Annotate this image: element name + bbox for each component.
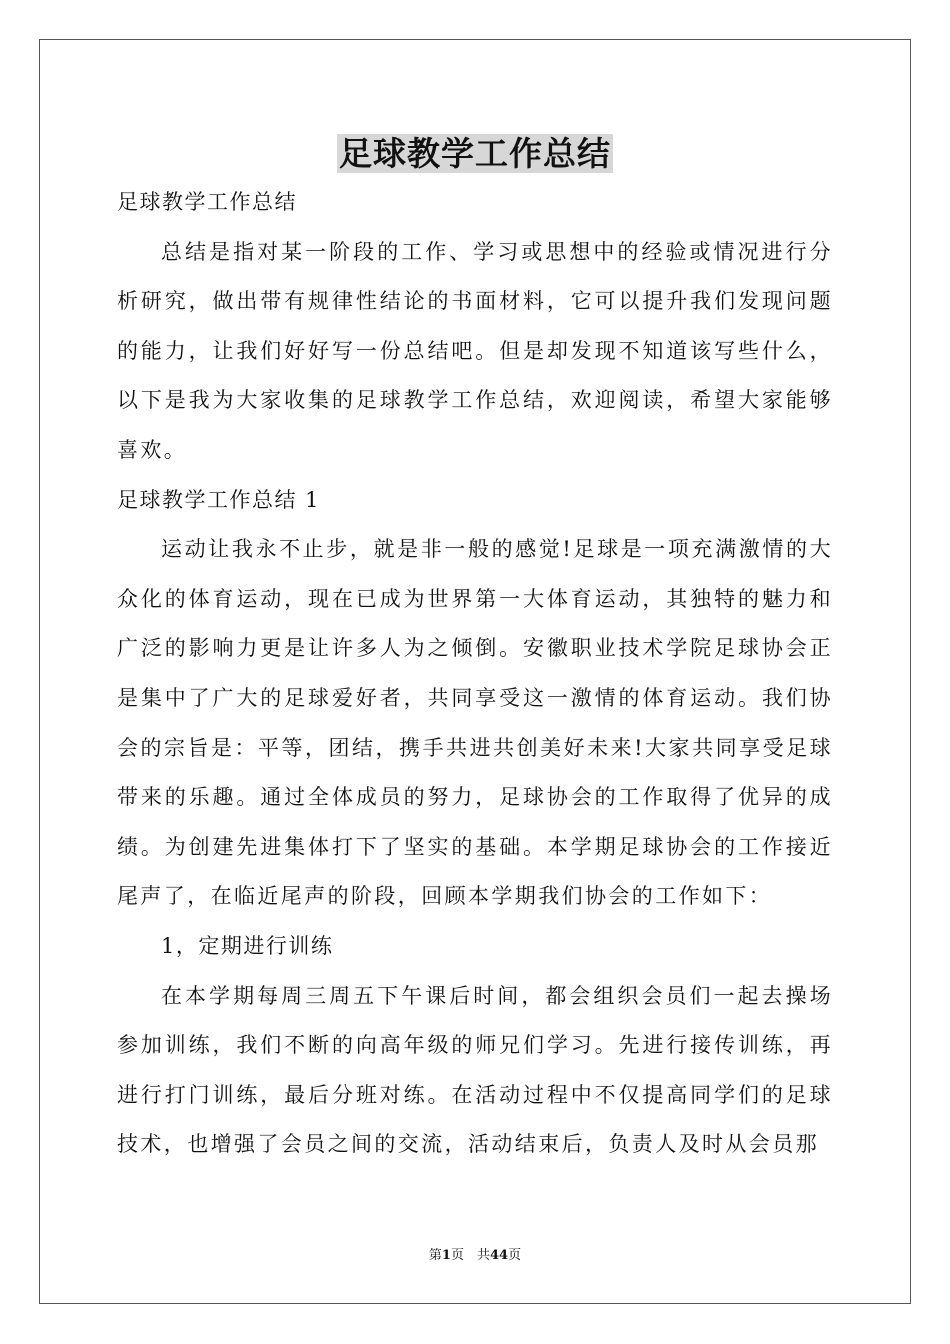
section-heading: 足球教学工作总结 1 xyxy=(117,487,321,512)
document-title: 足球教学工作总结 xyxy=(339,134,611,173)
intro-paragraph: 总结是指对某一阶段的工作、学习或思想中的经验或情况进行分析研究，做出带有规律性结论的书面材料，它可以提升我们发现问题的能力，让我们好好写一份总结吧。但是却发现不知道该写些什么，以下是我为大家收集的足球教学工作总结，欢迎阅读，希望大家能够喜欢。 xyxy=(117,239,833,462)
item-heading: 1，定期进行训练 xyxy=(161,933,334,958)
footer-suffix: 页 xyxy=(508,1248,522,1263)
page-footer xyxy=(0,1244,950,1263)
document-body xyxy=(117,178,833,1170)
footer-total-pages: 44 xyxy=(489,1248,509,1263)
subtitle: 足球教学工作总结 xyxy=(117,190,297,214)
footer-mid: 页 共 xyxy=(450,1248,490,1263)
item-paragraph: 在本学期每周三周五下午课后时间，都会组织会员们一起去操场参加训练，我们不断的向高年级的师兄们学习。先进行接传训练，再进行打门训练，最后分班对练。在活动过程中不仅提高同学们的足球技术，也增强了会员之间的交流，活动结束后，负责人及时从会员那 xyxy=(117,983,833,1157)
footer-prefix: 第 xyxy=(428,1248,442,1263)
section-paragraph: 运动让我永不止步，就是非一般的感觉!足球是一项充满激情的大众化的体育运动，现在已成为世界第一大体育运动，其独特的魅力和广泛的影响力更是让许多人为之倾倒。安徽职业技术学院足球协会正是集中了广大的足球爱好者，共同享受这一激情的体育运动。我们协会的宗旨是：平等，团结，携手共进共创美好未来!大家共同享受足球带来的乐趣。通过全体成员的努力，足球协会的工作取得了优异的成绩。为创建先进集体打下了坚实的基础。本学期足球协会的工作接近尾声了，在临近尾声的阶段，回顾本学期我们协会的工作如下： xyxy=(117,537,833,909)
footer-current-page: 1 xyxy=(441,1248,451,1263)
document-title-wrap xyxy=(0,128,950,175)
